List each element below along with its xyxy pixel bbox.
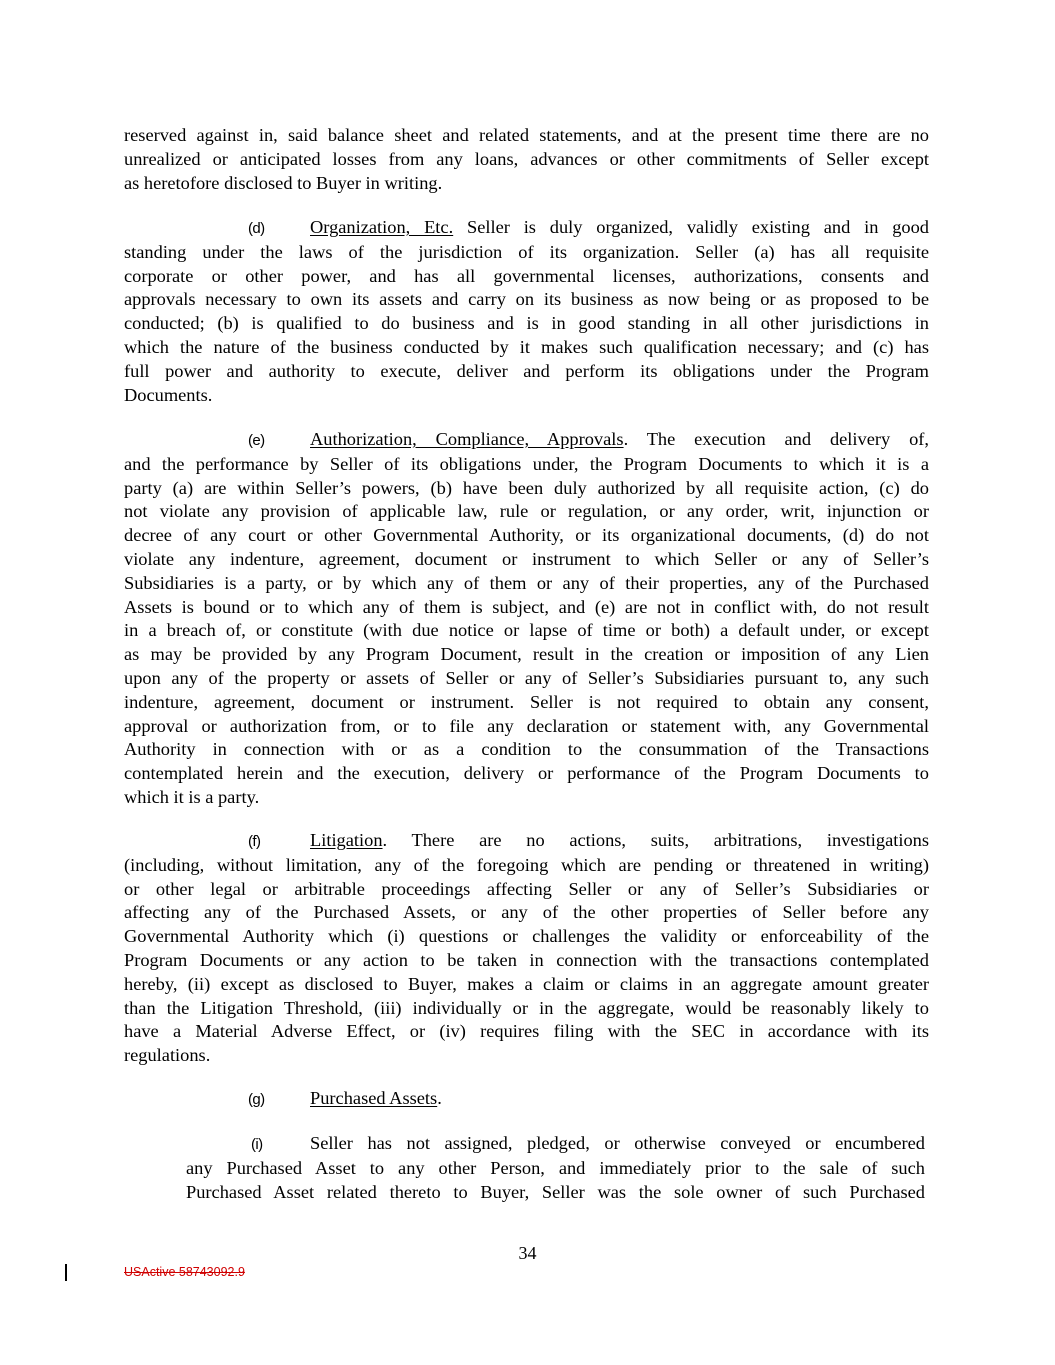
section-d: [124, 216, 929, 407]
intro-paragraph: [124, 124, 929, 195]
section-d-line: Documents.: [124, 384, 213, 405]
section-g-i-label: (i): [251, 1136, 263, 1153]
footer-doc-id: USActive 58743092.9: [124, 1265, 245, 1279]
section-d-line: conducted; (b) is qualified to do business and is in good standing in all other jurisdictions in: [124, 313, 929, 334]
section-f-line: regulations.: [124, 1045, 211, 1066]
section-e-label: (e): [248, 432, 265, 449]
section-d-line: standing under the laws of the jurisdiction of its organization. Seller (a) has all requisite: [124, 241, 929, 262]
section-g-i-first-text: Seller has not assigned, pledged, or otherwise conveyed or encumbered: [310, 1133, 925, 1153]
section-e-first-text: . The execution and delivery of,: [623, 429, 929, 449]
section-f-line: or other legal or arbitrable proceedings affecting Seller or any of Seller’s Subsidiaries or: [124, 878, 929, 899]
intro-line: as heretofore disclosed to Buyer in writing.: [124, 172, 443, 193]
section-g-i-line: Purchased Asset related thereto to Buyer, Seller was the sole owner of such Purchased: [186, 1181, 925, 1202]
section-f-line: (including, without limitation, any of the foregoing which are pending or threatened in writing): [124, 854, 929, 875]
section-e-line: Authority in connection with or as a condition to the consummation of the Transactions: [124, 739, 929, 760]
section-e-line: as may be provided by any Program Document, result in the creation or imposition of any Lien: [124, 644, 929, 665]
section-f-first-line: [124, 829, 929, 854]
section-f-line: affecting any of the Purchased Assets, or any of the other properties of Seller before any: [124, 902, 929, 923]
page-number: 34: [518, 1243, 537, 1263]
section-e-line: decree of any court or other Governmental Authority, or its organizational documents, (d) do not: [124, 525, 929, 546]
section-f-line: hereby, (ii) except as disclosed to Buyer, makes a claim or claims in an aggregate amount greater: [124, 973, 929, 994]
section-f: [124, 829, 929, 1068]
section-f-line: Program Documents or any action to be taken in connection with the transactions contemplated: [124, 949, 929, 970]
section-g-first-text: .: [437, 1088, 442, 1108]
section-e-line: violate any indenture, agreement, document or instrument to which Seller or any of Seller’s: [124, 548, 929, 569]
section-d-first-line: [124, 216, 929, 241]
section-f-line: Governmental Authority which (i) questions or challenges the validity or enforceability of the: [124, 926, 929, 947]
section-g-i-line: any Purchased Asset to any other Person, and immediately prior to the sale of such: [186, 1157, 925, 1178]
section-g-first-line: [124, 1087, 929, 1112]
section-e-first-line: [124, 428, 929, 453]
section-e-line: in a breach of, or constitute (with due notice or lapse of time or both) a default under, or except: [124, 620, 929, 641]
section-e-line: contemplated herein and the execution, delivery or performance of the Program Documents to: [124, 763, 929, 784]
section-d-line: which the nature of the business conducted by it makes such qualification necessary; and (c) has: [124, 336, 929, 357]
section-f-heading: Litigation: [310, 830, 383, 850]
section-d-line: full power and authority to execute, deliver and perform its obligations under the Program: [124, 360, 929, 381]
intro-line: unrealized or anticipated losses from any loans, advances or other commitments of Seller except: [124, 148, 929, 169]
section-g-i-first-line: [186, 1132, 925, 1157]
section-g-heading: Purchased Assets: [310, 1088, 438, 1108]
section-g-label: (g): [248, 1091, 265, 1108]
section-e-line: Subsidiaries is a party, or by which any of them or any of their properties, any of the Purchased: [124, 572, 929, 593]
section-d-line: corporate or other power, and has all governmental licenses, authorizations, consents and: [124, 265, 929, 286]
section-d-label: (d): [248, 220, 265, 237]
section-d-line: approvals necessary to own its assets and carry on its business as now being or as proposed to be: [124, 289, 929, 310]
section-e-line: upon any of the property or assets of Seller or any of Seller’s Subsidiaries pursuant to, any such: [124, 667, 929, 688]
section-e-line: and the performance by Seller of its obligations under, the Program Documents to which it is a: [124, 453, 929, 474]
section-f-line: have a Material Adverse Effect, or (iv) requires filing with the SEC in accordance with its: [124, 1021, 929, 1042]
section-g: [124, 1087, 929, 1112]
section-e-line: which it is a party.: [124, 786, 260, 807]
section-d-heading: Organization, Etc.: [310, 217, 454, 237]
section-d-first-text: Seller is duly organized, validly existing and in good: [453, 217, 929, 237]
section-e-heading: Authorization, Compliance, Approvals: [310, 429, 624, 449]
section-f-first-text: . There are no actions, suits, arbitrations, investigations: [382, 830, 929, 850]
revision-bar: [65, 1264, 67, 1281]
section-e-line: approval or authorization from, or to file any declaration or statement with, any Governmental: [124, 715, 929, 736]
section-e-line: indenture, agreement, document or instrument. Seller is not required to obtain any consent,: [124, 691, 929, 712]
intro-line: reserved against in, said balance sheet and related statements, and at the present time there are no: [124, 125, 929, 145]
section-f-label: (f): [248, 833, 261, 850]
section-e-line: party (a) are within Seller’s powers, (b) have been duly authorized by all requisite action, (c) do: [124, 477, 929, 498]
section-e: [124, 428, 929, 810]
section-f-line: than the Litigation Threshold, (iii) individually or in the aggregate, would be reasonably likely to: [124, 997, 929, 1018]
section-e-line: Assets is bound or to which any of them is subject, and (e) are not in conflict with, do not result: [124, 596, 929, 617]
section-g-i: [186, 1132, 925, 1204]
section-e-line: not violate any provision of applicable law, rule or regulation, or any order, writ, injunction or: [124, 501, 929, 522]
